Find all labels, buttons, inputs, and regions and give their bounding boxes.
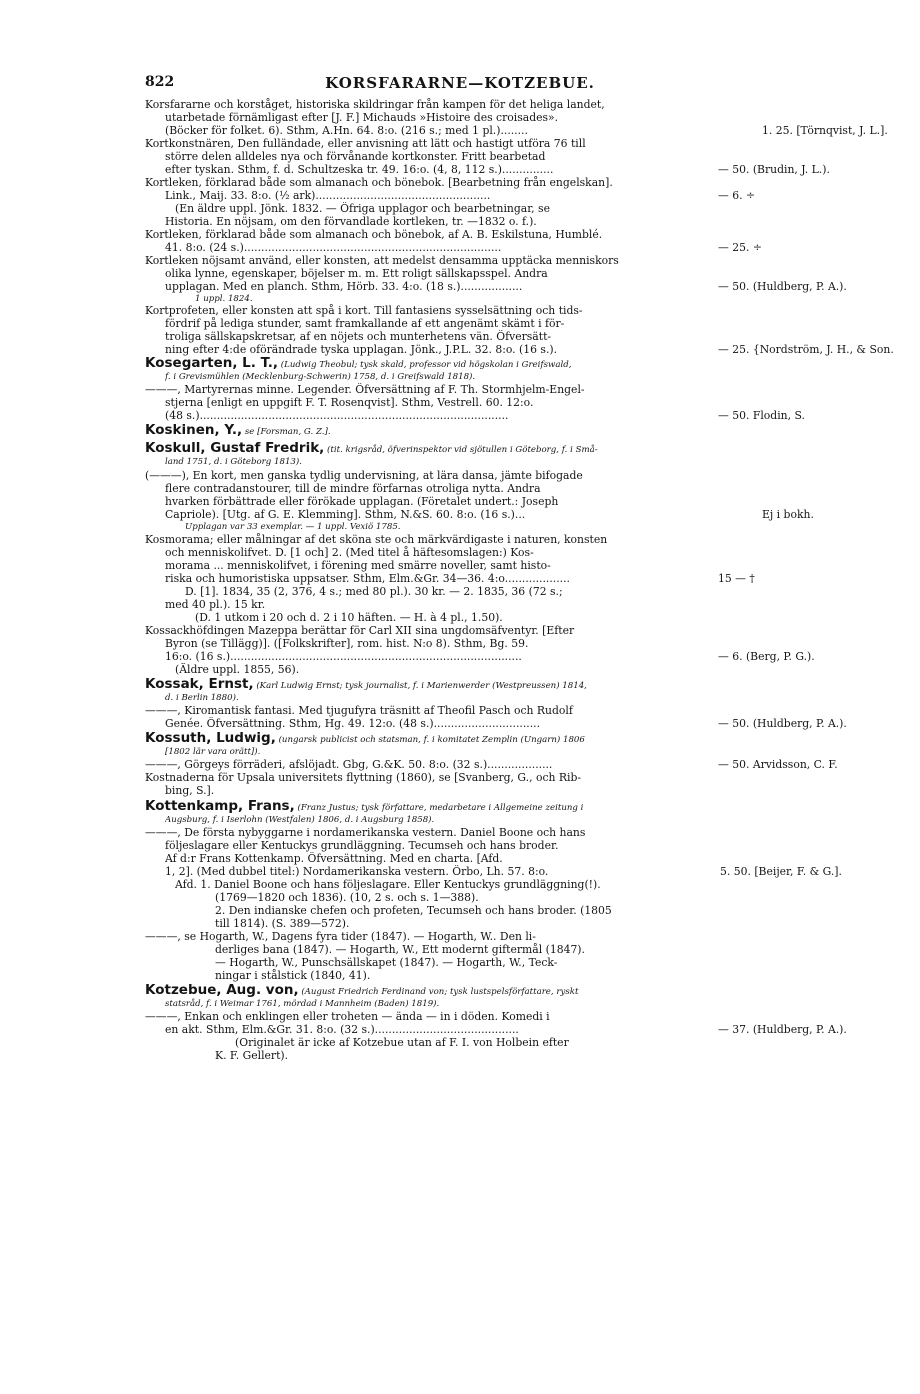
price-publisher: — 6. (Berg, P. G.). xyxy=(718,650,815,663)
price-publisher: 15 — † xyxy=(718,572,755,585)
biographical-note: (Karl Ludwig Ernst; tysk journalist, f. i Marienwerder (Westpreussen) 1814, xyxy=(253,681,587,691)
line-text: utarbetade förnämligast efter [J. F.] Michauds »Histoire des croisades». xyxy=(165,111,559,124)
headword: Koskinen, Y., xyxy=(145,424,243,438)
price-publisher: — 50. Flodin, S. xyxy=(718,409,805,422)
line-text: 16:o. (16 s.)..................................................................................... xyxy=(165,650,522,663)
price-publisher: — 6. ÷ xyxy=(718,189,756,202)
line-text: Augsburg, f. i Iserlohn (Westfalen) 1806, d. i Augsburg 1858). xyxy=(165,815,435,825)
line-text: Kortleken, förklarad både som almanach och bönebok. [Bearbetning från engelskan]. xyxy=(145,176,613,189)
headword: Kossuth, Ludwig, xyxy=(145,732,276,746)
line-text: olika lynne, egenskaper, böjelser m. m. Ett roligt sällskapsspel. Andra xyxy=(165,267,548,280)
line-text: (Äldre uppl. 1855, 56). xyxy=(175,663,300,676)
line-text: — Hogarth, W., Punschsällskapet (1847). — Hogarth, W., Teck- xyxy=(215,956,558,969)
line-text: Byron (se Tillägg)]. ([Folkskrifter], rom. hist. N:o 8). Sthm, Bg. 59. xyxy=(165,637,529,650)
line-text: 41. 8:o. (24 s.)........................................................................... xyxy=(165,241,502,254)
line-text: ———, Görgeys förräderi, afslöjadt. Gbg, G.&K. 50. 8:o. (32 s.)................... xyxy=(145,758,553,771)
line-text: större delen alldeles nya och förvånande kortkonster. Fritt bearbetad xyxy=(165,150,546,163)
biographical-note: (August Friedrich Ferdinand von; tysk lustspelsförfattare, ryskt xyxy=(298,987,579,997)
biographical-note: (tit. krigsråd, öfverinspektor vid sjötullen i Göteborg, f. i Små- xyxy=(324,445,598,455)
biographical-note: se [Forsman, G. Z.]. xyxy=(242,427,331,437)
line-text: efter tyskan. Sthm, f. d. Schultzeska tr. 49. 16:o. (4, 8, 112 s.)............... xyxy=(165,163,554,176)
running-head: KORSFARARNE—KOTZEBUE. xyxy=(325,74,595,92)
line-text: bing, S.]. xyxy=(165,784,215,797)
line-text: följeslagare eller Kentuckys grundläggning. Tecumseh och hans broder. xyxy=(165,839,559,852)
price-publisher: — 50. (Huldberg, P. A.). xyxy=(718,717,847,730)
line-text: riska och humoristiska uppsatser. Sthm, Elm.&Gr. 34—36. 4:o................... xyxy=(165,572,570,585)
price-publisher: — 25. {Nordström, J. H., & Son. xyxy=(718,343,894,356)
price-publisher: — 50. Arvidsson, C. F. xyxy=(718,758,838,771)
line-text: Kossackhöfdingen Mazeppa berättar för Carl XII sina ungdomsäfventyr. [Efter xyxy=(145,624,575,637)
line-text: en akt. Sthm, Elm.&Gr. 31. 8:o. (32 s.).......................................... xyxy=(165,1023,519,1036)
line-text: Kostnaderna för Upsala universitets flyttning (1860), se [Svanberg, G., och Rib- xyxy=(145,771,582,784)
line-text: med 40 pl.). 15 kr. xyxy=(165,598,266,611)
biographical-note: (Franz Justus; tysk författare, medarbetare i Allgemeine zeitung i xyxy=(294,803,584,813)
price-publisher: 5. 50. [Beijer, F. & G.]. xyxy=(720,865,842,878)
line-text: d. i Berlin 1880). xyxy=(165,693,239,703)
line-text: ———, De första nybyggarne i nordamerikanska vestern. Daniel Boone och hans xyxy=(145,826,586,839)
biographical-note: (Ludwig Theobul; tysk skald, professor vid högskolan i Greifswald, xyxy=(278,360,572,370)
line-text: 2. Den indianske chefen och profeten, Tecumseh och hans broder. (1805 xyxy=(215,904,612,917)
headword: Kotzebue, Aug. von, xyxy=(145,984,299,998)
line-text: Afd. 1. Daniel Boone och hans följeslagare. Eller Kentuckys grundläggning(!). xyxy=(175,878,601,891)
headword: Kosegarten, L. T., xyxy=(145,357,279,371)
line-text: Upplagan var 33 exemplar. — 1 uppl. Vexiö 1785. xyxy=(185,522,401,532)
price-publisher: — 25. ÷ xyxy=(718,241,762,254)
line-text: morama ... menniskolifvet, i förening med smärre noveller, samt histo- xyxy=(165,559,551,572)
line-text: (Böcker för folket. 6). Sthm, A.Hn. 64. 8:o. (216 s.; med 1 pl.)........ xyxy=(165,124,528,137)
price-publisher: 1. 25. [Törnqvist, J. L.]. xyxy=(762,124,888,137)
page-number: 822 xyxy=(145,74,175,90)
line-text: 1 uppl. 1824. xyxy=(195,294,253,304)
line-text: (———), En kort, men ganska tydlig undervisning, at lära dansa, jämte bifogade xyxy=(145,469,583,482)
price-publisher: — 50. (Huldberg, P. A.). xyxy=(718,280,847,293)
line-text: Kortleken nöjsamt använd, eller konsten, att medelst densamma upptäcka menniskors xyxy=(145,254,619,267)
line-text: Kortkonstnären, Den fulländade, eller anvisning att lätt och hastigt utföra 76 till xyxy=(145,137,586,150)
line-text: Kosmorama; eller målningar af det sköna ste och märkvärdigaste i naturen, konsten xyxy=(145,533,608,546)
line-text: Genée. Öfversättning. Sthm, Hg. 49. 12:o. (48 s.)............................... xyxy=(165,717,540,730)
line-text: troliga sällskapskretsar, af en nöjets och munterhetens vän. Öfversätt- xyxy=(165,330,552,343)
line-text: (D. 1 utkom i 20 och d. 2 i 10 häften. — H. à 4 pl., 1.50). xyxy=(195,611,503,624)
line-text: statsråd, f. i Weimar 1761, mördad i Mannheim (Baden) 1819). xyxy=(165,999,440,1009)
line-text: Link., Maij. 33. 8:o. (½ ark)................................................... xyxy=(165,189,491,202)
line-text: Historia. En nöjsam, om den förvandlade kortleken, tr. —1832 o. f.). xyxy=(165,215,537,228)
line-text: ning efter 4:de oförändrade tyska upplagan. Jönk., J.P.L. 32. 8:o. (16 s.). xyxy=(165,343,558,356)
line-text: Kortprofeten, eller konsten att spå i kort. Till fantasiens sysselsättning och tids- xyxy=(145,304,583,317)
line-text: Capriole). [Utg. af G. E. Klemming]. Sthm, N.&S. 60. 8:o. (16 s.)... xyxy=(165,508,526,521)
line-text: Kortleken, förklarad både som almanach och bönebok, af A. B. Eskilstuna, Humblé. xyxy=(145,228,603,241)
line-text: Af d:r Frans Kottenkamp. Öfversättning. Med en charta. [Afd. xyxy=(165,852,503,865)
line-text: D. [1]. 1834, 35 (2, 376, 4 s.; med 80 pl.). 30 kr. — 2. 1835, 36 (72 s.; xyxy=(185,585,563,598)
line-text: ———, se Hogarth, W., Dagens fyra tider (1847). — Hogarth, W.. Den li- xyxy=(145,930,536,943)
line-text: till 1814). (S. 389—572). xyxy=(215,917,350,930)
line-text: [1802 lär vara orätt]). xyxy=(165,747,261,757)
line-text: f. i Grevismühlen (Mecklenburg-Schwerin) 1758, d. i Greifswald 1818). xyxy=(165,372,476,382)
line-text: ———, Kiromantisk fantasi. Med tjugufyra träsnitt af Theofil Pasch och Rudolf xyxy=(145,704,573,717)
line-text: (1769—1820 och 1836). (10, 2 s. och s. 1—388). xyxy=(215,891,479,904)
line-text: flere contradanstourer, till de mindre förfarnas otroliga nytta. Andra xyxy=(165,482,541,495)
line-text: och menniskolifvet. D. [1 och] 2. (Med titel å häftesomslagen:) Kos- xyxy=(165,546,534,559)
line-text: (En äldre uppl. Jönk. 1832. — Öfriga upplagor och bearbetningar, se xyxy=(175,202,550,215)
line-text: ———, Martyrernas minne. Legender. Öfversättning af F. Th. Stormhjelm-Engel- xyxy=(145,383,585,396)
headword: Kottenkamp, Frans, xyxy=(145,800,295,814)
headword: Kossak, Ernst, xyxy=(145,678,254,692)
line-text: upplagan. Med en planch. Sthm, Hörb. 33. 4:o. (18 s.).................. xyxy=(165,280,523,293)
line-text: derliges bana (1847). — Hogarth, W., Ett modernt giftermål (1847). xyxy=(215,943,585,956)
line-text: land 1751, d. i Göteborg 1813). xyxy=(165,457,302,467)
price-publisher: — 37. (Huldberg, P. A.). xyxy=(718,1023,847,1036)
line-text: fördrif på lediga stunder, samt framkallande af ett angenämt skämt i för- xyxy=(165,317,565,330)
line-text: ———, Enkan och enklingen eller troheten — ända — in i döden. Komedi i xyxy=(145,1010,550,1023)
price-publisher: Ej i bokh. xyxy=(762,508,814,521)
line-text: (48 s.).......................................................................................... xyxy=(165,409,509,422)
line-text: hvarken förbättrade eller förökade upplagan. (Företalet undert.: Joseph xyxy=(165,495,559,508)
line-text: 1, 2]. (Med dubbel titel:) Nordamerikanska vestern. Örbo, Lh. 57. 8:o. xyxy=(165,865,549,878)
line-text: (Originalet är icke af Kotzebue utan af F. I. von Holbein efter xyxy=(235,1036,569,1049)
price-publisher: — 50. (Brudin, J. L.). xyxy=(718,163,830,176)
biographical-note: (ungarsk publicist och statsman, f. i komitatet Zemplin (Ungarn) 1806 xyxy=(275,735,585,745)
line-text: stjerna [enligt en uppgift F. T. Rosenqvist]. Sthm, Vestrell. 60. 12:o. xyxy=(165,396,534,409)
line-text: Korsfararne och korståget, historiska skildringar från kampen för det heliga landet, xyxy=(145,98,605,111)
line-text: K. F. Gellert). xyxy=(215,1049,289,1062)
headword: Koskull, Gustaf Fredrik, xyxy=(145,442,325,456)
line-text: ningar i stålstick (1840, 41). xyxy=(215,969,371,982)
